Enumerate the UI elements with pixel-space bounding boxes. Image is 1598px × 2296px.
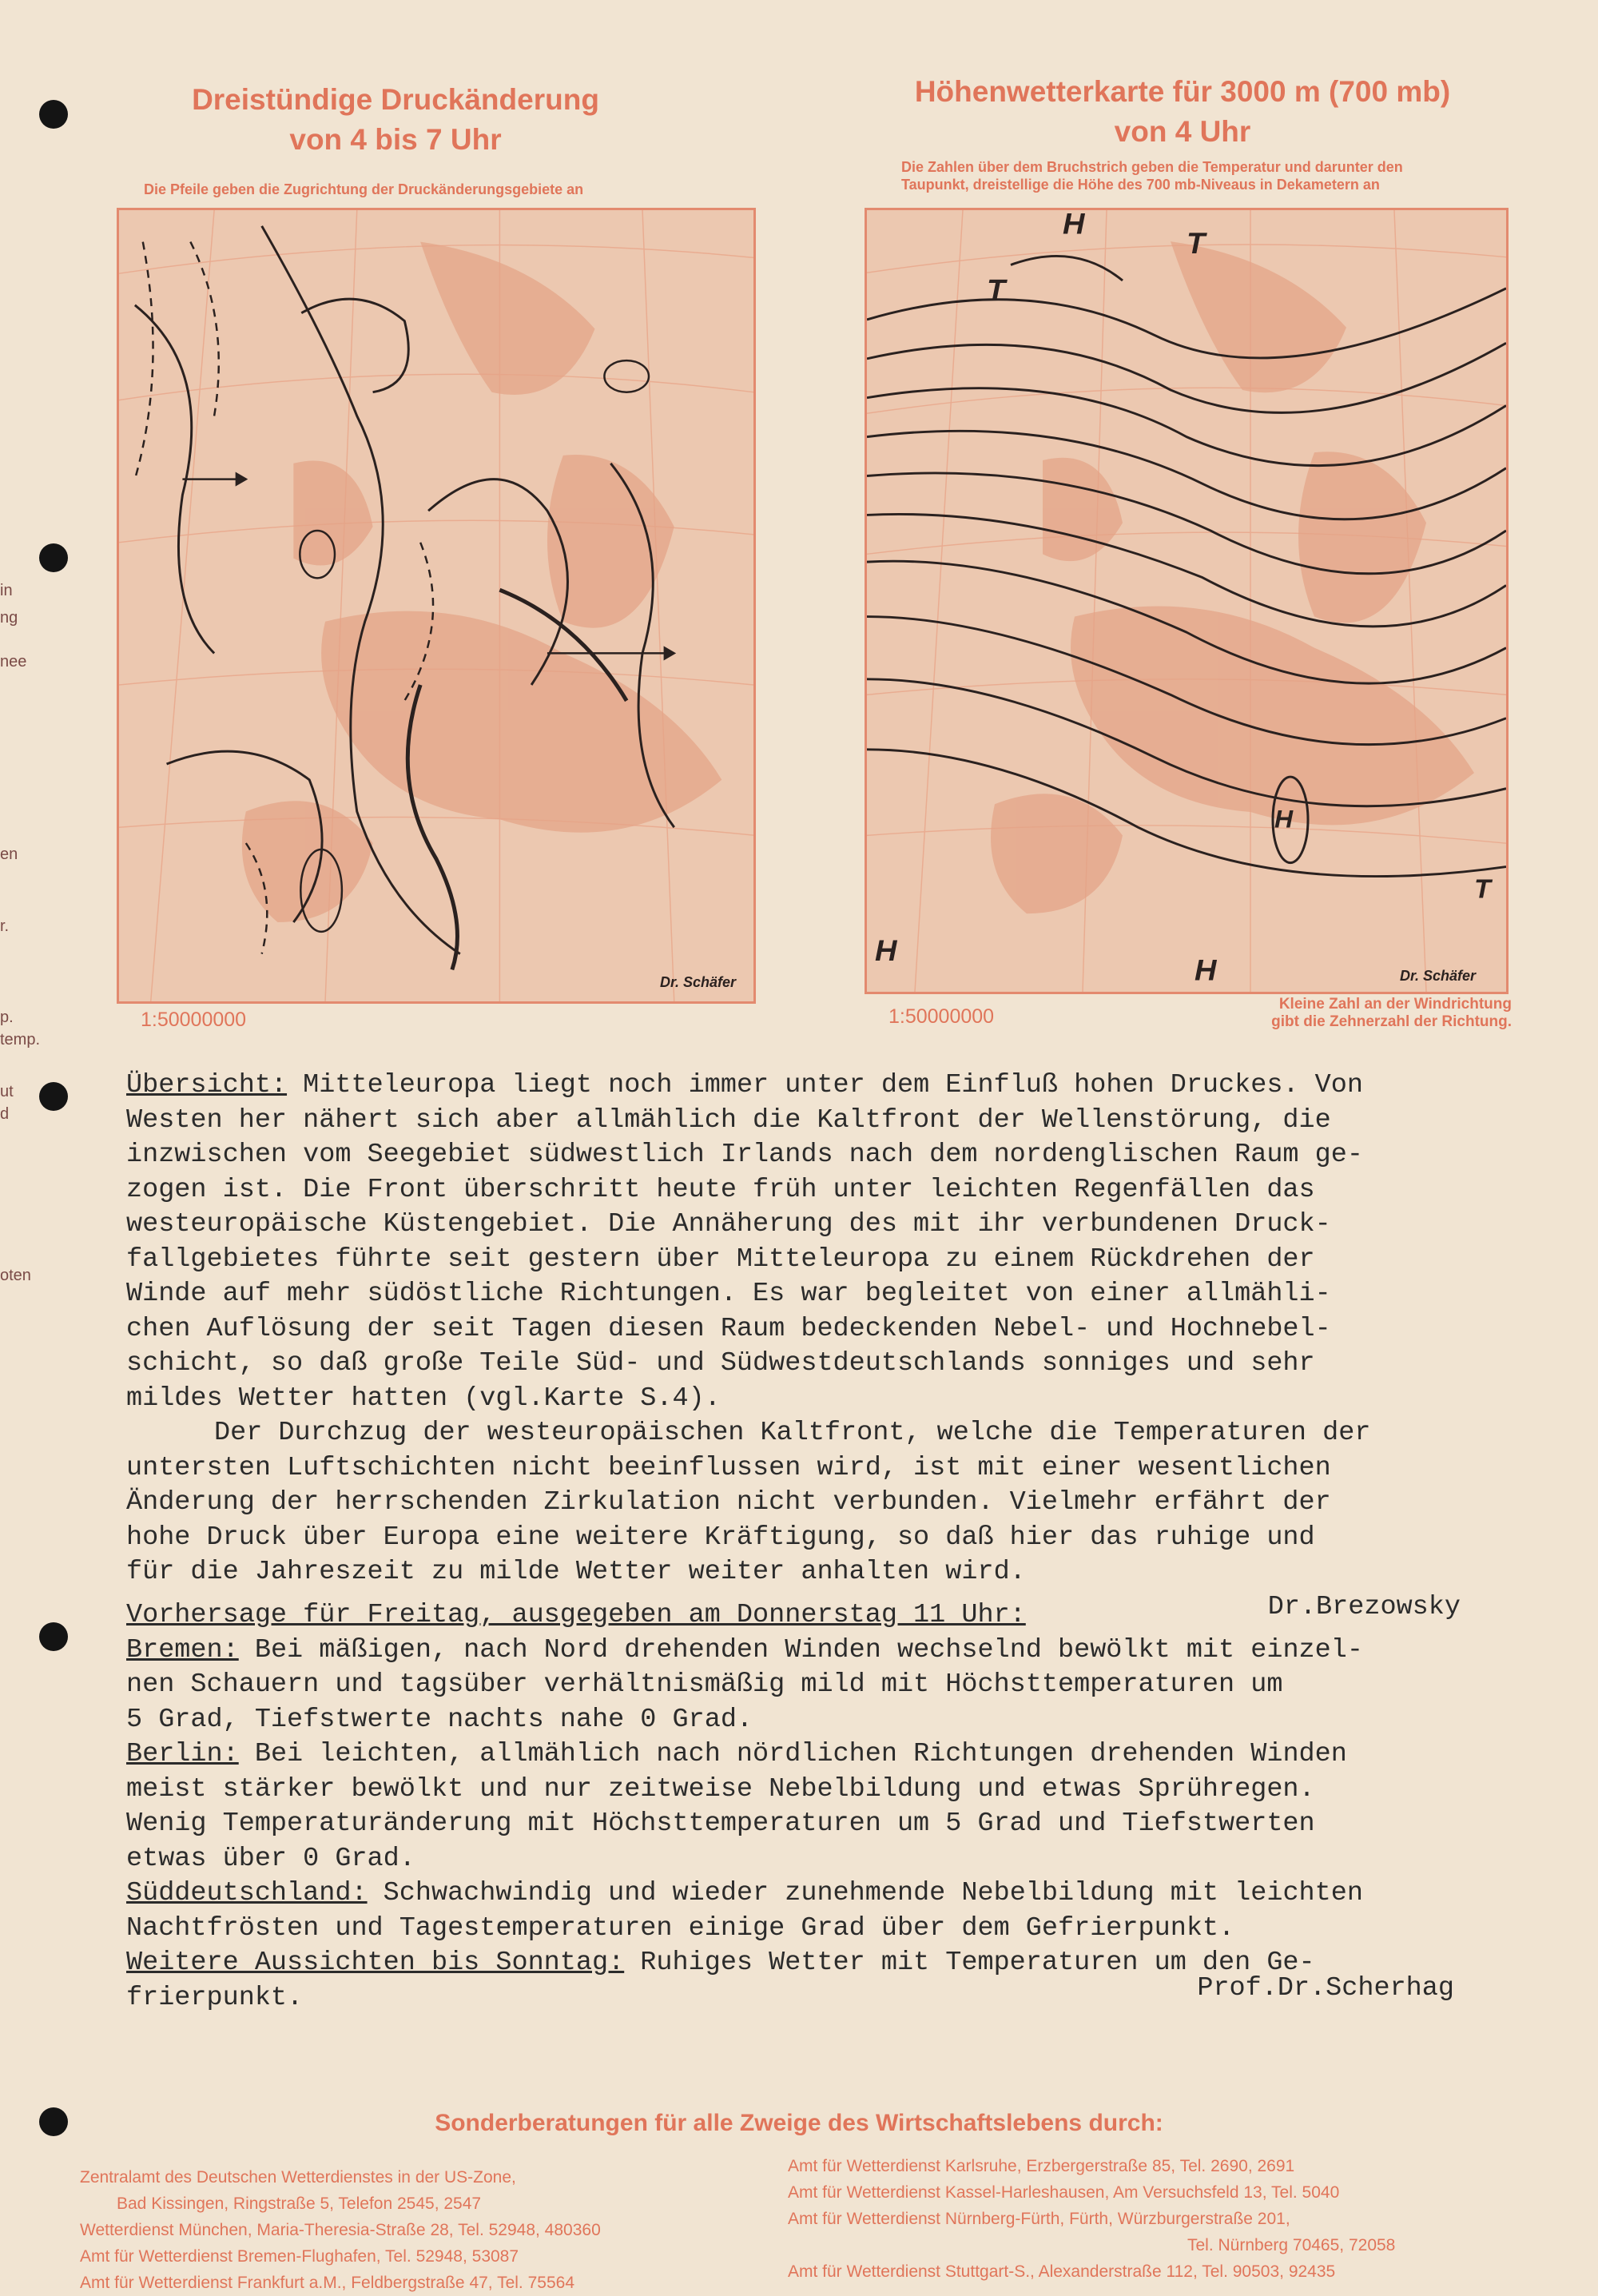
overview-label: Übersicht: (126, 1070, 288, 1100)
report-line: untersten Luftschichten nicht beeinflussen wird, ist mit einer wesentlichen (126, 1452, 1331, 1483)
report-line: meist stärker bewölkt und nur zeitweise Nebelbildung und etwas Sprühregen. (126, 1773, 1315, 1805)
margin-fragment: temp. (0, 1031, 41, 1049)
report-line: Ruhiges Wetter mit Temperaturen um den Ge- (624, 1948, 1315, 1978)
footer-line: Amt für Wetterdienst Nürnberg-Fürth, Fürth, Würzburgerstraße 201, (788, 2210, 1290, 2228)
right-map-title-line2: von 4 Uhr (1114, 115, 1251, 148)
report-line: frierpunkt. (126, 1982, 304, 2013)
upper-air-map-svg (867, 210, 1506, 992)
high-symbol: H (1063, 210, 1085, 241)
report-line: Der Durchzug der westeuropäischen Kaltfront, welche die Temperaturen der (214, 1418, 1371, 1448)
footer-right-column (788, 2153, 1507, 2285)
footer-line: Zentralamt des Deutschen Wetterdienstes in der US-Zone, (80, 2168, 516, 2187)
signature-brezowsky: Dr.Brezowsky (1267, 1591, 1461, 1622)
forecast-heading: Vorhersage für Freitag, ausgegeben am Donnerstag 11 Uhr: (126, 1600, 1026, 1630)
pressure-change-map-svg (119, 210, 753, 1001)
report-line: Bei leichten, allmählich nach nördlichen Richtungen drehenden Winden (238, 1739, 1347, 1769)
margin-fragment: in (0, 582, 13, 599)
right-map-title-line1: Höhenwetterkarte für 3000 m (700 mb) (914, 75, 1451, 108)
right-map-signature: Dr. Schäfer (1400, 968, 1477, 984)
report-line: Winde auf mehr südöstliche Richtungen. Es war begleitet von einer allmähli- (126, 1279, 1331, 1309)
upper-air-map (865, 208, 1509, 994)
report-line: Änderung der herrschenden Zirkulation nicht verbunden. Vielmehr erfährt der (126, 1487, 1331, 1518)
margin-fragment: ut (0, 1083, 14, 1100)
low-symbol: T (1187, 226, 1206, 260)
footer-left-column (80, 2164, 783, 2296)
footer-title: Sonderberatungen für alle Zweige des Wirtschaftslebens durch: (435, 2110, 1163, 2136)
report-line: Schwachwindig und wieder zunehmende Nebelbildung mit leichten (367, 1878, 1363, 1908)
report-line: chen Auflösung der seit Tagen diesen Raum bedeckenden Nebel- und Hochnebel- (126, 1313, 1331, 1344)
bremen-label: Bremen: (126, 1634, 239, 1665)
pressure-change-map (117, 208, 756, 1004)
signature-scherhag: Prof.Dr.Scherhag (1197, 1973, 1454, 2004)
footer-line: Amt für Wetterdienst Karlsruhe, Erzbergerstraße 85, Tel. 2690, 2691 (788, 2157, 1295, 2175)
report-line: inzwischen vom Seegebiet südwestlich Irlands nach dem nordenglischen Raum ge- (126, 1140, 1363, 1170)
margin-fragment: oten (0, 1267, 31, 1284)
wind-direction-note-line2: gibt die Zehnerzahl der Richtung. (1271, 1013, 1512, 1030)
right-map-subtitle (901, 158, 1540, 193)
berlin-label: Berlin: (126, 1739, 239, 1769)
punch-hole-1 (39, 100, 68, 129)
margin-fragment: p. (0, 1009, 14, 1026)
left-map-signature: Dr. Schäfer (660, 974, 737, 990)
footer-line: Amt für Wetterdienst Stuttgart-S., Alexanderstraße 112, Tel. 90503, 92435 (788, 2262, 1336, 2281)
punch-hole-2 (39, 543, 68, 572)
margin-fragment: ng (0, 609, 18, 627)
wind-direction-note (1151, 996, 1512, 1031)
right-map-subtitle-line1: Die Zahlen über dem Bruchstrich geben die Temperatur und darunter den (901, 159, 1403, 175)
report-line: westeuropäische Küstengebiet. Die Annäherung des mit ihr verbundenen Druck- (126, 1209, 1331, 1240)
report-line: für die Jahreszeit zu milde Wetter weiter anhalten wird. (126, 1557, 1026, 1587)
margin-fragment: d (0, 1105, 10, 1123)
left-map-scale: 1:50000000 (141, 1009, 247, 1031)
report-line: nen Schauern und tagsüber verhältnismäßig mild mit Höchsttemperaturen um (126, 1669, 1283, 1700)
left-map-title-line1: Dreistündige Druckänderung (192, 83, 599, 116)
footer-line: Amt für Wetterdienst Bremen-Flughafen, Tel. 52948, 53087 (80, 2247, 519, 2266)
margin-fragment: en (0, 846, 18, 863)
punch-hole-3 (39, 1082, 68, 1111)
report-line: zogen ist. Die Front überschritt heute früh unter leichten Regenfällen das (126, 1174, 1315, 1205)
report-line: Nachtfrösten und Tagestemperaturen einige Grad über dem Gefrierpunkt. (126, 1912, 1235, 1944)
report-line: Wenig Temperaturänderung mit Höchsttemperaturen um 5 Grad und Tiefstwerten (126, 1809, 1315, 1839)
right-map-subtitle-line2: Taupunkt, dreistellige die Höhe des 700 mb-Niveaus in Dekametern an (901, 177, 1380, 193)
footer-line: Amt für Wetterdienst Frankfurt a.M., Feldbergstraße 47, Tel. 75564 (80, 2274, 574, 2292)
footer-line: Tel. Nürnberg 70465, 72058 (1187, 2236, 1396, 2254)
report-line: etwas über 0 Grad. (126, 1843, 415, 1874)
margin-fragment: nee (0, 653, 27, 670)
report-line: fallgebietes führte seit gestern über Mitteleuropa zu einem Rückdrehen der (126, 1244, 1315, 1275)
punch-hole-4 (39, 1622, 68, 1651)
left-map-title-line2: von 4 bis 7 Uhr (289, 123, 502, 156)
high-symbol: H (875, 933, 897, 967)
report-line: mildes Wetter hatten (vgl.Karte S.4). (126, 1383, 721, 1414)
outlook-label: Weitere Aussichten bis Sonntag: (126, 1948, 625, 1978)
sueddeutschland-label: Süddeutschland: (126, 1878, 368, 1908)
left-map-subtitle: Die Pfeile geben die Zugrichtung der Druckänderungsgebiete an (144, 181, 584, 197)
left-map-title (116, 80, 675, 160)
report-line: Mitteleuropa liegt noch immer unter dem Einfluß hohen Druckes. Von (287, 1070, 1363, 1100)
report-line: Bei mäßigen, nach Nord drehenden Winden wechselnd bewölkt mit einzel- (238, 1634, 1363, 1665)
footer-line: Bad Kissingen, Ringstraße 5, Telefon 2545, 2547 (117, 2195, 482, 2213)
low-symbol: T (987, 273, 1006, 307)
report-line: 5 Grad, Tiefstwerte nachts nahe 0 Grad. (126, 1704, 753, 1735)
low-symbol: T (1474, 874, 1491, 905)
high-symbol: H (1195, 953, 1217, 987)
forecast (126, 1598, 1517, 2015)
high-symbol: H (1274, 804, 1294, 834)
report-line: Westen her nähert sich aber allmählich die Kaltfront der Wellenstörung, die (126, 1104, 1331, 1136)
margin-fragment: r. (0, 917, 10, 935)
report-line: hohe Druck über Europa eine weitere Kräftigung, so daß hier das ruhige und (126, 1522, 1315, 1553)
report-line: schicht, so daß große Teile Süd- und Südwestdeutschlands sonniges und sehr (126, 1348, 1315, 1379)
wind-direction-note-line1: Kleine Zahl an der Windrichtung (1278, 996, 1512, 1013)
weather-report (126, 1068, 1517, 1625)
footer-line: Amt für Wetterdienst Kassel-Harleshausen, Am Versuchsfeld 13, Tel. 5040 (788, 2183, 1340, 2202)
right-map-scale: 1:50000000 (888, 1005, 995, 1028)
footer-line: Wetterdienst München, Maria-Theresia-Straße 28, Tel. 52948, 480360 (80, 2221, 601, 2239)
right-map-title (863, 72, 1502, 152)
